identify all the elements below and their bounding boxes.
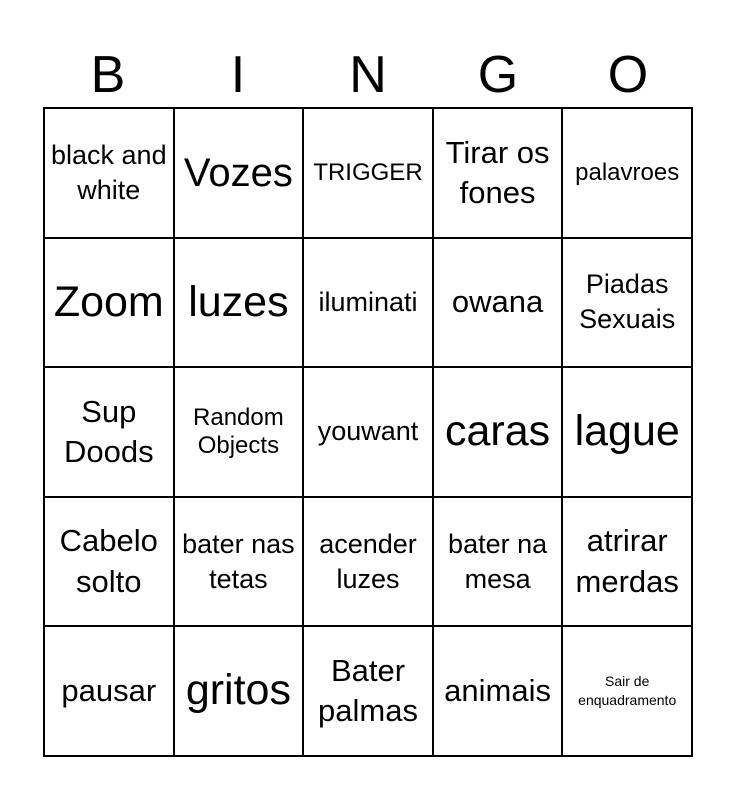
bingo-cell[interactable]: Sair de enquadramento <box>562 626 692 756</box>
bingo-cell[interactable]: caras <box>433 367 563 497</box>
bingo-cell[interactable]: Cabelo solto <box>44 497 174 627</box>
bingo-cell[interactable]: Vozes <box>174 108 304 238</box>
bingo-cell[interactable]: lague <box>562 367 692 497</box>
bingo-cell[interactable]: black and white <box>44 108 174 238</box>
header-letter-i: I <box>230 46 246 104</box>
bingo-cell[interactable]: owana <box>433 238 563 368</box>
header-letter-g: G <box>477 46 519 104</box>
bingo-cell[interactable]: bater na mesa <box>433 497 563 627</box>
bingo-cell[interactable]: luzes <box>174 238 304 368</box>
bingo-cell[interactable]: acender luzes <box>303 497 433 627</box>
bingo-grid <box>43 107 693 757</box>
bingo-cell[interactable]: pausar <box>44 626 174 756</box>
bingo-cell[interactable]: Zoom <box>44 238 174 368</box>
bingo-cell[interactable]: Sup Doods <box>44 367 174 497</box>
bingo-cell[interactable]: gritos <box>174 626 304 756</box>
header-letter-n: N <box>349 46 387 104</box>
bingo-cell[interactable]: bater nas tetas <box>174 497 304 627</box>
bingo-cell[interactable]: youwant <box>303 367 433 497</box>
bingo-header <box>43 42 693 108</box>
bingo-cell[interactable]: iluminati <box>303 238 433 368</box>
bingo-cell[interactable]: Random Objects <box>174 367 304 497</box>
bingo-cell[interactable]: Bater palmas <box>303 626 433 756</box>
header-letter-b: B <box>90 46 126 104</box>
bingo-cell[interactable]: animais <box>433 626 563 756</box>
bingo-cell[interactable]: Piadas Sexuais <box>562 238 692 368</box>
header-letter-o: O <box>607 46 649 104</box>
bingo-cell[interactable]: atrirar merdas <box>562 497 692 627</box>
bingo-cell[interactable]: palavroes <box>562 108 692 238</box>
bingo-cell[interactable]: Tirar os fones <box>433 108 563 238</box>
bingo-cell[interactable]: TRIGGER <box>303 108 433 238</box>
